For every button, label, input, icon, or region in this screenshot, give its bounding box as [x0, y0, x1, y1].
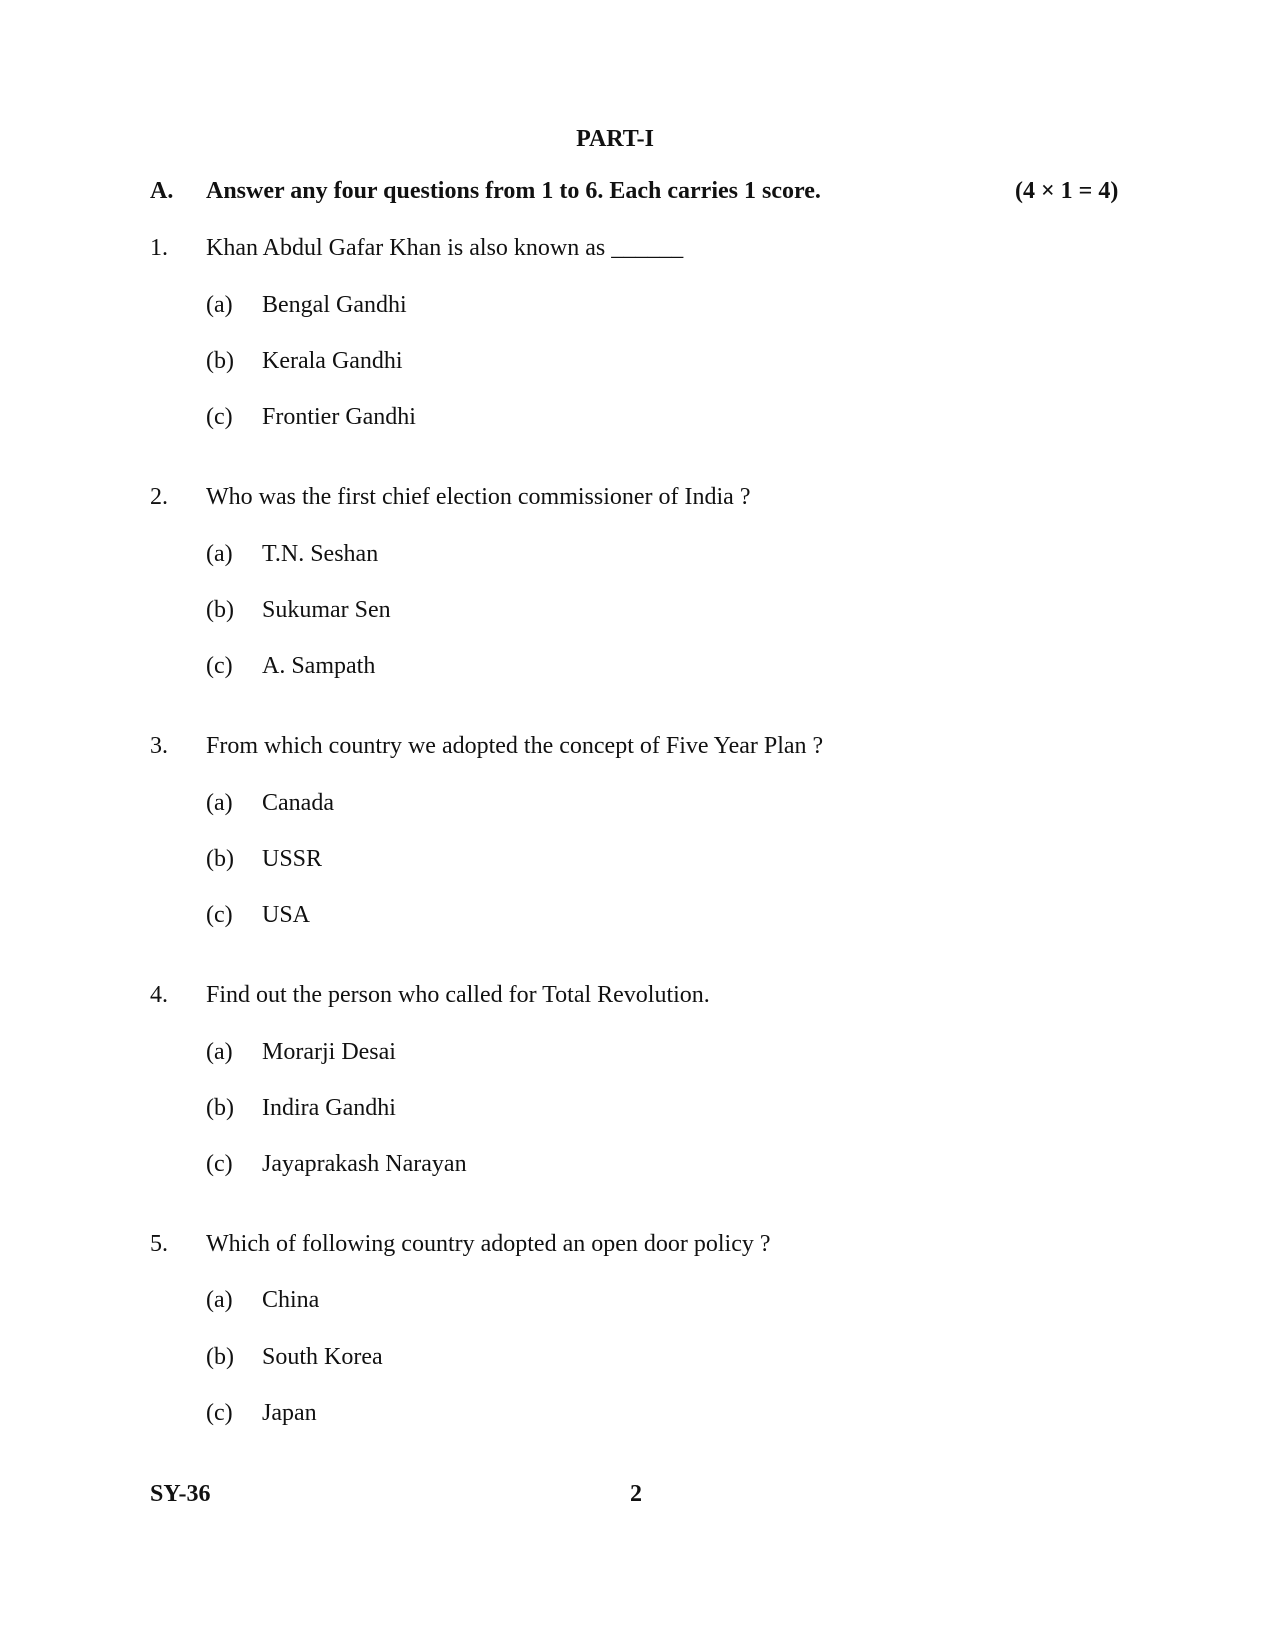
paper-code: SY-36	[150, 1481, 211, 1507]
question-number: 4.	[150, 982, 168, 1008]
question-number: 3.	[150, 733, 168, 759]
question-number: 1.	[150, 235, 168, 261]
part-title: PART-I	[576, 126, 654, 152]
option-letter: (c)	[206, 1151, 233, 1177]
option-text: T.N. Seshan	[262, 541, 379, 567]
option-letter: (c)	[206, 404, 233, 430]
option-text: Jayaprakash Narayan	[262, 1151, 467, 1177]
option-text: Japan	[262, 1400, 317, 1426]
option-text: Morarji Desai	[262, 1039, 396, 1065]
option-text: Sukumar Sen	[262, 597, 391, 623]
option-text: Kerala Gandhi	[262, 348, 403, 374]
question-number: 5.	[150, 1231, 168, 1257]
option-text: Canada	[262, 790, 334, 816]
option-letter: (b)	[206, 1095, 234, 1121]
question-text: Which of following country adopted an open door policy ?	[206, 1231, 771, 1257]
option-letter: (b)	[206, 597, 234, 623]
section-marks: (4 × 1 = 4)	[1015, 178, 1119, 204]
option-letter: (a)	[206, 292, 233, 318]
option-letter: (c)	[206, 653, 233, 679]
option-text: Indira Gandhi	[262, 1095, 396, 1121]
option-letter: (a)	[206, 790, 233, 816]
section-instruction: Answer any four questions from 1 to 6. Each carries 1 score.	[206, 178, 821, 204]
option-text: A. Sampath	[262, 653, 376, 679]
question-text: Who was the first chief election commissioner of India ?	[206, 484, 751, 510]
option-letter: (c)	[206, 1400, 233, 1426]
question-text: Khan Abdul Gafar Khan is also known as ______	[206, 235, 684, 261]
question-text: From which country we adopted the concept of Five Year Plan ?	[206, 733, 824, 759]
option-text: Bengal Gandhi	[262, 292, 407, 318]
option-letter: (a)	[206, 1287, 233, 1313]
option-letter: (a)	[206, 541, 233, 567]
option-letter: (b)	[206, 1344, 234, 1370]
option-text: USA	[262, 902, 311, 928]
option-letter: (c)	[206, 902, 233, 928]
option-text: USSR	[262, 846, 323, 872]
option-text: South Korea	[262, 1344, 383, 1370]
question-number: 2.	[150, 484, 168, 510]
question-text: Find out the person who called for Total Revolution.	[206, 982, 710, 1008]
section-letter: A.	[150, 178, 174, 204]
option-text: China	[262, 1287, 320, 1313]
option-letter: (b)	[206, 846, 234, 872]
option-text: Frontier Gandhi	[262, 404, 416, 430]
option-letter: (a)	[206, 1039, 233, 1065]
option-letter: (b)	[206, 348, 234, 374]
page-number: 2	[630, 1481, 642, 1507]
